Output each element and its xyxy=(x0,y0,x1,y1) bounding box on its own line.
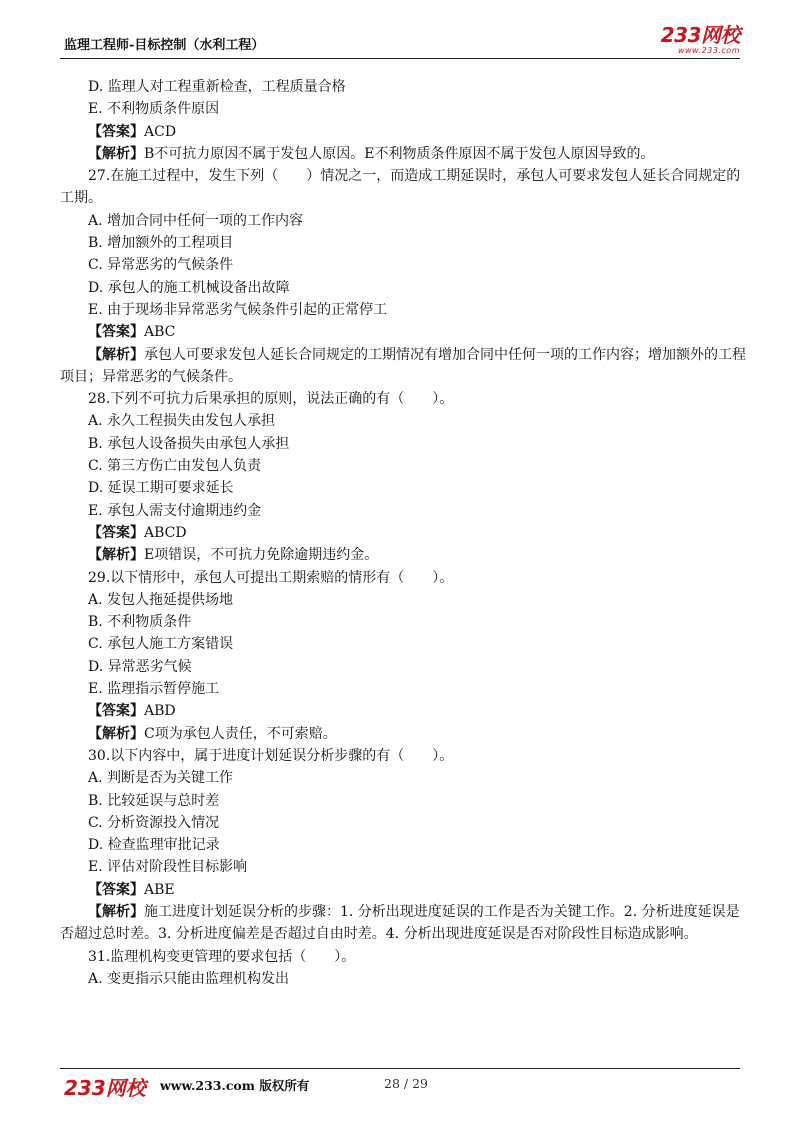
answer-label: 【答案】 xyxy=(88,123,144,140)
brand-logo[interactable] xyxy=(661,24,740,55)
analysis-value: B不可抗力原因不属于发包人原因。E不利物质条件原因不属于发包人原因导致的。 xyxy=(144,145,655,162)
question-text: 27.在施工过程中，发生下列（ ）情况之一，而造成工期延误时，承包人可要求发包人延长合同规定的工期。 xyxy=(60,168,741,207)
analysis-label: 【解析】 xyxy=(88,145,144,162)
question-text: 29.以下情形中，承包人可提出工期索赔的情形有（ ）。 xyxy=(88,569,454,586)
answer-label: 【答案】 xyxy=(88,881,144,898)
analysis-value: 施工进度计划延误分析的步骤：1. 分析出现进度延误的工作是否为关键工作。2. 分析进度延误是否超过总时差。3. 分析进度偏差是否超过自由时差。4. 分析出现进度延误是否对阶段性目标造成影响。 xyxy=(60,903,740,943)
question-text: 30.以下内容中，属于进度计划延误分析步骤的有（ ）。 xyxy=(88,747,454,764)
analysis-text xyxy=(60,901,750,946)
answer-value: ABCD xyxy=(144,524,187,541)
answer-option: E. 由于现场非异常恶劣气候条件引起的正常停工 xyxy=(88,301,388,318)
answer-option: B. 承包人设备损失由承包人承担 xyxy=(88,435,290,452)
answer-label: 【答案】 xyxy=(88,703,144,720)
document-title: 监理工程师-目标控制（水利工程） xyxy=(64,38,265,53)
answer-option: C. 分析资源投入情况 xyxy=(88,814,220,831)
answer-option: D. 延误工期可要求延长 xyxy=(88,480,234,497)
answer-option: A. 发包人拖延提供场地 xyxy=(88,591,234,608)
page-footer xyxy=(60,1072,740,1100)
answer-value: ABE xyxy=(144,881,175,898)
answer-option: D. 承包人的施工机械设备出故障 xyxy=(88,279,290,296)
answer-option: A. 永久工程损失由发包人承担 xyxy=(88,413,276,430)
question-text: 31.监理机构变更管理的要求包括（ ）。 xyxy=(88,948,356,965)
answer-option: E. 不利物质条件原因 xyxy=(88,101,220,118)
answer-key xyxy=(60,121,750,143)
answer-key xyxy=(60,321,750,343)
answer-option: A. 判断是否为关键工作 xyxy=(88,770,234,787)
answer-option: E. 监理指示暂停施工 xyxy=(88,681,220,698)
answer-option: A. 变更指示只能由监理机构发出 xyxy=(88,970,290,987)
footer-divider xyxy=(60,1068,740,1069)
header-divider xyxy=(60,58,740,59)
answer-option: E. 承包人需支付逾期违约金 xyxy=(88,502,262,519)
answer-value: ABD xyxy=(144,703,176,720)
answer-key xyxy=(60,700,750,722)
analysis-text xyxy=(60,723,750,745)
page-number: 28 / 29 xyxy=(384,1076,428,1091)
answer-option: E. 评估对阶段性目标影响 xyxy=(88,859,248,876)
analysis-text xyxy=(60,344,750,389)
answer-key xyxy=(60,879,750,901)
answer-option: D. 检查监理审批记录 xyxy=(88,837,220,854)
answer-option: C. 异常恶劣的气候条件 xyxy=(88,257,234,274)
answer-option: C. 承包人施工方案错误 xyxy=(88,636,234,653)
brand-logo-url: www.233.com xyxy=(677,46,740,55)
page-header xyxy=(60,24,740,58)
answer-key xyxy=(60,522,750,544)
question-text: 28.下列不可抗力后果承担的原则，说法正确的有（ ）。 xyxy=(88,391,454,408)
analysis-text xyxy=(60,544,750,566)
answer-option: D. 监理人对工程重新检查，工程质量合格 xyxy=(88,79,346,95)
footer-copyright: www.233.com 版权所有 xyxy=(160,1078,310,1093)
answer-option: C. 第三方伤亡由发包人负责 xyxy=(88,458,262,475)
answer-option: B. 比较延误与总时差 xyxy=(88,792,220,809)
answer-option: B. 增加额外的工程项目 xyxy=(88,235,234,252)
analysis-value: 承包人可要求发包人延长合同规定的工期情况有增加合同中任何一项的工作内容；增加额外的工程项目；异常恶劣的气候条件。 xyxy=(60,346,746,385)
footer-brand-logo[interactable]: 233网校 xyxy=(64,1076,146,1100)
analysis-text xyxy=(60,143,750,165)
answer-label: 【答案】 xyxy=(88,324,144,341)
answer-option: B. 不利物质条件 xyxy=(88,614,192,631)
analysis-value: E项错误，不可抗力免除逾期违约金。 xyxy=(144,547,379,564)
document-body xyxy=(60,76,750,990)
analysis-label: 【解析】 xyxy=(88,903,144,920)
answer-label: 【答案】 xyxy=(88,524,144,541)
analysis-label: 【解析】 xyxy=(88,346,144,363)
analysis-value: C项为承包人责任，不可索赔。 xyxy=(144,725,337,742)
answer-value: ABC xyxy=(144,324,176,341)
answer-option: D. 异常恶劣气候 xyxy=(88,658,192,675)
analysis-label: 【解析】 xyxy=(88,547,144,564)
answer-value: ACD xyxy=(144,123,177,140)
brand-logo-text: 233网校 xyxy=(660,23,740,47)
analysis-label: 【解析】 xyxy=(88,725,144,742)
answer-option: A. 增加合同中任何一项的工作内容 xyxy=(88,212,304,229)
